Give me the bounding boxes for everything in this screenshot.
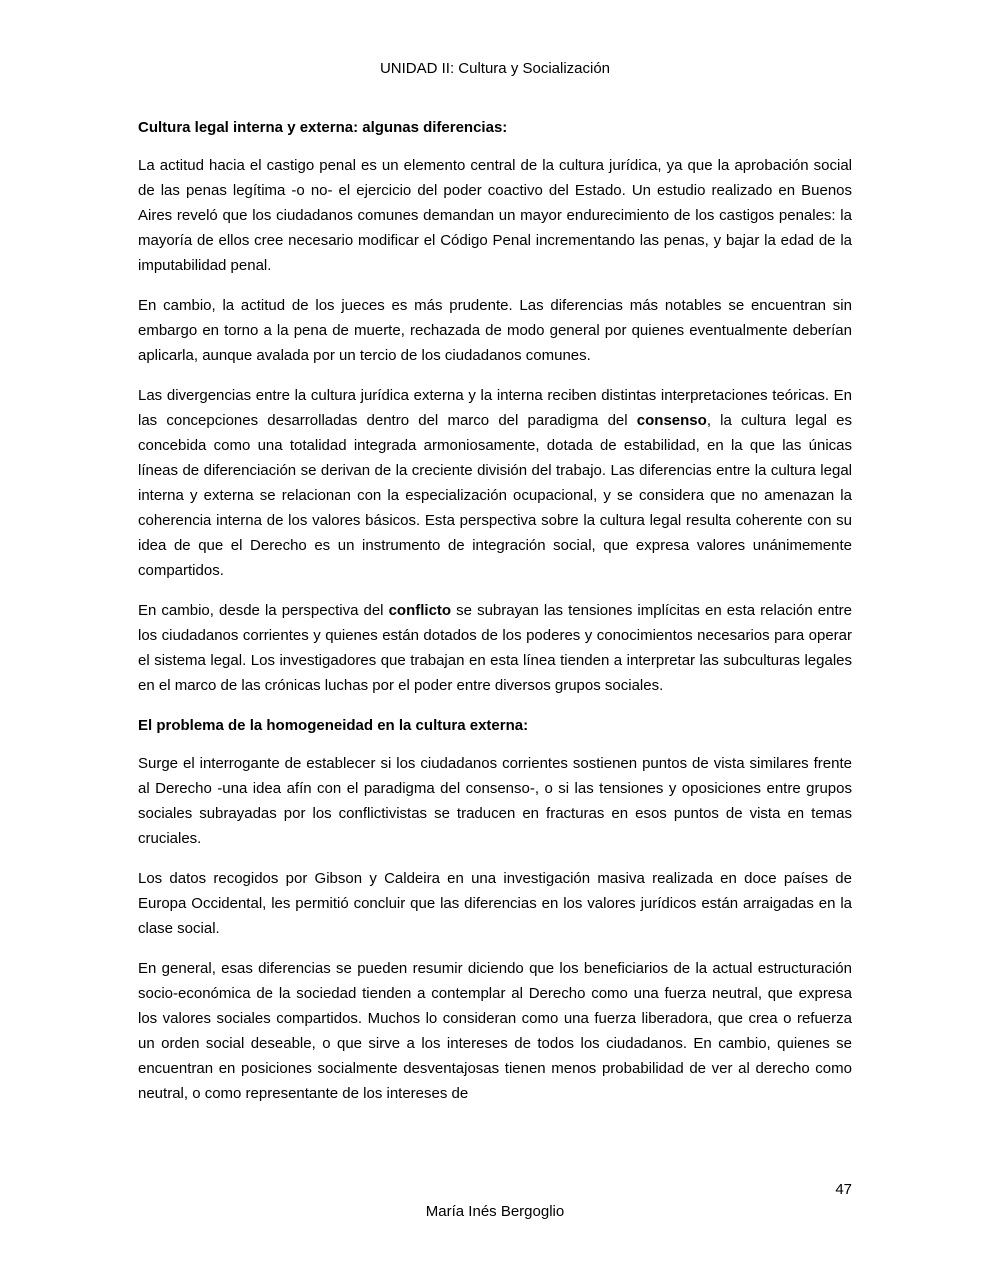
paragraph: La actitud hacia el castigo penal es un elemento central de la cultura jurídica, ya que la aprobación social de las penas legítima -o no- el ejercicio del poder coactivo del Estado. Un estudio realizado en Buenos Aires reveló que los ciudadanos comunes demandan un mayor endurecimiento de los castigos penales: la mayoría de ellos cree necesario modificar el Código Penal incrementando las penas, y bajar la edad de la imputabilidad penal.	[138, 157, 852, 274]
page-number: 47	[835, 1181, 852, 1198]
section-heading-homogeneidad: El problema de la homogeneidad en la cultura externa:	[138, 717, 529, 734]
paragraph: En general, esas diferencias se pueden resumir diciendo que los beneficiarios de la actual estructuración socio-económica de la sociedad tienden a contemplar al Derecho como una fuerza neutral, que expresa los valores sociales compartidos. Muchos lo consideran como una fuerza liberadora, que crea o refuerza un orden social deseable, o que sirve a los intereses de todos los ciudadanos. En cambio, quienes se encuentran en posiciones socialmente desventajosas tienen menos probabilidad de ver al derecho como neutral, o como representante de los intereses de	[138, 960, 852, 1102]
keyword-consenso: consenso	[636, 412, 707, 429]
paragraph-text: , la cultura legal es concebida como una totalidad integrada armoniosamente, dotada de estabilidad, en la que las únicas líneas de diferenciación se derivan de la creciente división del trabajo. Las diferencias entre la cultura legal interna y externa se relacionan con la especialización ocupacional, y se considera que no amenazan la coherencia interna de los valores básicos. Esta perspectiva sobre la cultura legal resulta coherente con su idea de que el Derecho es un instrumento de integración social, que expresa valores unánimemente compartidos.	[138, 412, 852, 579]
section-heading-cultura-legal: Cultura legal interna y externa: algunas diferencias:	[138, 119, 508, 136]
running-header: UNIDAD II: Cultura y Socialización	[379, 60, 611, 77]
paragraph	[138, 598, 852, 698]
page-body	[138, 115, 852, 1121]
paragraph-text: En cambio, desde la perspectiva del	[138, 602, 389, 619]
paragraph	[138, 383, 852, 583]
paragraph: Los datos recogidos por Gibson y Caldeira en una investigación masiva realizada en doce países de Europa Occidental, les permitió concluir que las diferencias en los valores jurídicos están arraigadas en la clase social.	[138, 870, 852, 937]
paragraph-text: se subrayan las tensiones implícitas en esta relación entre los ciudadanos corrientes y quienes están dotados de los poderes y conocimientos necesarios para operar el sistema legal. Los investigadores que trabajan en esta línea tienden a interpretar las subculturas legales en el marco de las crónicas luchas por el poder entre diversos grupos sociales.	[138, 602, 852, 694]
keyword-conflicto: conflicto	[388, 602, 452, 619]
footer-author: María Inés Bergoglio	[425, 1203, 565, 1220]
paragraph: Surge el interrogante de establecer si los ciudadanos corrientes sostienen puntos de vista similares frente al Derecho -una idea afín con el paradigma del consenso-, o si las tensiones y oposiciones entre grupos sociales subrayadas por los conflictivistas se traducen en fracturas en esos puntos de vista en temas cruciales.	[138, 755, 852, 847]
paragraph-text: Las divergencias entre la cultura jurídica externa y la interna reciben distintas interpretaciones teóricas. En las concepciones desarrolladas dentro del marco del paradigma del	[138, 387, 852, 429]
paragraph: En cambio, la actitud de los jueces es más prudente. Las diferencias más notables se encuentran sin embargo en torno a la pena de muerte, rechazada de modo general por quienes eventualmente deberían aplicarla, aunque avalada por un tercio de los ciudadanos comunes.	[138, 297, 852, 364]
